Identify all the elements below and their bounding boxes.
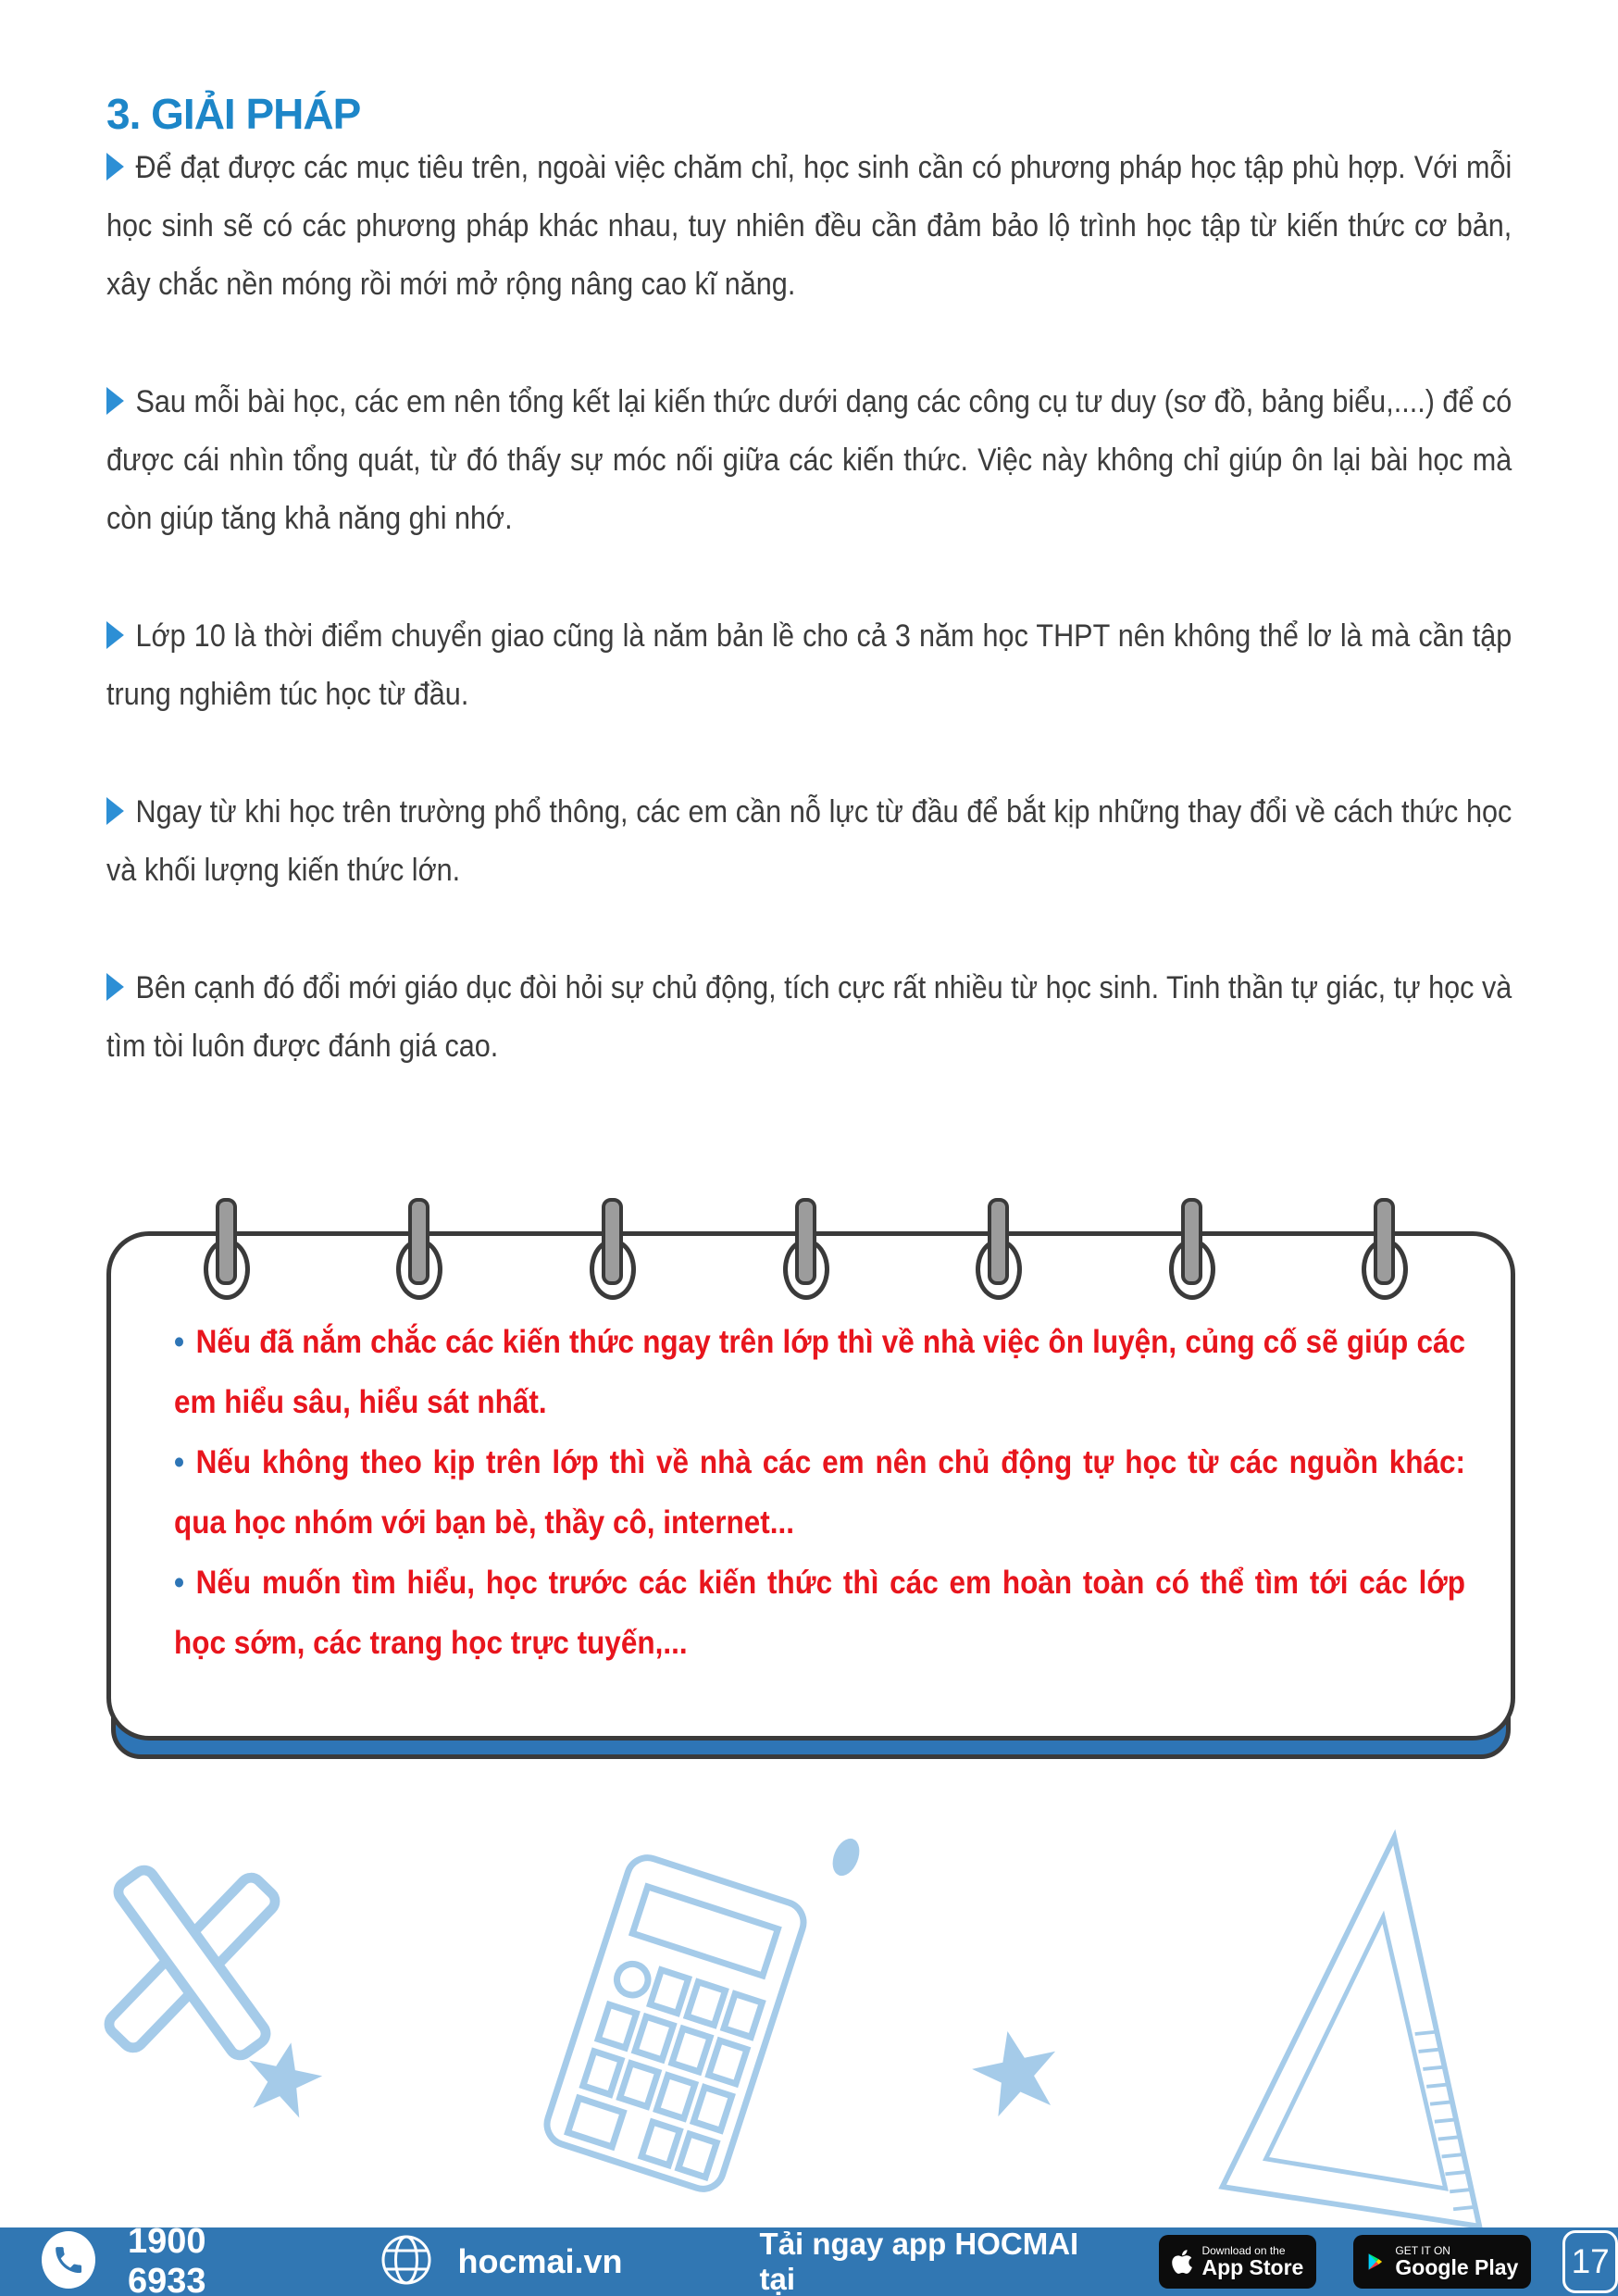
binder-ring-pin xyxy=(988,1198,1009,1285)
globe-icon xyxy=(380,2233,433,2291)
bullet-dot-icon: • xyxy=(174,1565,185,1601)
paragraph-text: Lớp 10 là thời điểm chuyển giao cũng là năm bản lề cho cả 3 năm học THPT nên không thể lơ là mà cần tập trung nghiêm túc học từ đầu. xyxy=(106,618,1512,712)
star-icon xyxy=(961,2015,1072,2131)
arrow-bullet-icon xyxy=(106,387,124,415)
arrow-bullet-icon xyxy=(106,621,124,649)
note-item xyxy=(174,1553,1465,1673)
app-store-badge xyxy=(1159,2235,1316,2289)
set-square-icon xyxy=(1211,1809,1529,2243)
note-box xyxy=(106,1231,1515,1741)
paragraph-text: Sau mỗi bài học, các em nên tổng kết lại kiến thức dưới dạng các công cụ tư duy (sơ đồ, bảng biểu,....) để có được cái nhìn tổng quát, từ đó thấy sự móc nối giữa các kiến thức. Việc này không chỉ giúp ôn lại bài học mà còn giúp tăng khả năng ghi nhớ. xyxy=(106,384,1512,536)
app-store-badge-line1: Download on the xyxy=(1201,2243,1286,2257)
arrow-bullet-icon xyxy=(106,973,124,1001)
app-download-cta: Tải ngay app HOCMAI tại xyxy=(759,2227,1079,2296)
phone-icon xyxy=(41,2230,96,2294)
binder-ring-pin xyxy=(795,1198,816,1285)
google-play-logo-icon xyxy=(1366,2244,1386,2279)
arrow-bullet-icon xyxy=(106,797,124,825)
binder-ring-pin xyxy=(1374,1198,1395,1285)
dot-icon xyxy=(825,1832,868,1883)
note-box-content xyxy=(174,1312,1465,1673)
google-play-badge xyxy=(1353,2235,1531,2289)
paragraph xyxy=(106,607,1512,724)
paragraph-text: Để đạt được các mục tiêu trên, ngoài việc chăm chỉ, học sinh cần có phương pháp học tập phù hợp. Với mỗi học sinh sẽ có các phương pháp khác nhau, tuy nhiên đều cần đảm bảo lộ trình học tập từ kiến thức cơ bản, xây chắc nền móng rồi mới mở rộng nâng cao kĩ năng. xyxy=(106,150,1512,302)
google-play-badge-line1: GET IT ON xyxy=(1395,2243,1450,2257)
google-play-badge-line2: Google Play xyxy=(1395,2255,1519,2280)
binder-ring-pin xyxy=(602,1198,623,1285)
note-item xyxy=(174,1432,1465,1553)
note-text: Nếu không theo kịp trên lớp thì về nhà các em nên chủ động tự học từ các nguồn khác: qua học nhóm với bạn bè, thầy cô, internet... xyxy=(174,1444,1466,1541)
note-text: Nếu đã nắm chắc các kiến thức ngay trên lớp thì về nhà việc ôn luyện, củng cố sẽ giúp các em hiểu sâu, hiểu sát nhất. xyxy=(174,1324,1466,1420)
hotline-number: 1900 6933 xyxy=(128,2222,206,2296)
paragraph-text: Bên cạnh đó đổi mới giáo dục đòi hỏi sự chủ động, tích cực rất nhiều từ học sinh. Tinh thần tự giác, tự học và tìm tòi luôn được đánh giá cao. xyxy=(106,970,1512,1064)
binder-ring-pin xyxy=(1181,1198,1202,1285)
apple-logo-icon xyxy=(1172,2247,1192,2277)
paragraph xyxy=(106,373,1512,548)
bullet-dot-icon: • xyxy=(174,1444,185,1480)
paragraph xyxy=(106,783,1512,900)
body-paragraphs xyxy=(106,139,1512,1135)
star-icon xyxy=(234,2029,331,2129)
note-text: Nếu muốn tìm hiểu, học trước các kiến thức thì các em hoàn toàn có thể tìm tới các lớp học sớm, các trang học trực tuyến,... xyxy=(174,1565,1466,1661)
paragraph-text: Ngay từ khi học trên trường phổ thông, các em cần nỗ lực từ đầu để bắt kịp những thay đổi về cách thức học và khối lượng kiến thức lớn. xyxy=(106,794,1512,888)
footer-bar xyxy=(0,2222,1618,2296)
page-number-badge: 17 xyxy=(1562,2230,1618,2293)
bullet-dot-icon: • xyxy=(174,1324,185,1360)
binder-ring-pin xyxy=(216,1198,237,1285)
binder-ring-pin xyxy=(408,1198,429,1285)
note-item xyxy=(174,1312,1465,1432)
calculator-icon xyxy=(524,1842,827,2204)
arrow-bullet-icon xyxy=(106,153,124,181)
website-link: hocmai.vn xyxy=(457,2242,623,2280)
paragraph xyxy=(106,139,1512,314)
page-title: 3. GIẢI PHÁP xyxy=(106,90,361,138)
paragraph xyxy=(106,959,1512,1076)
app-store-badge-line2: App Store xyxy=(1201,2255,1304,2280)
